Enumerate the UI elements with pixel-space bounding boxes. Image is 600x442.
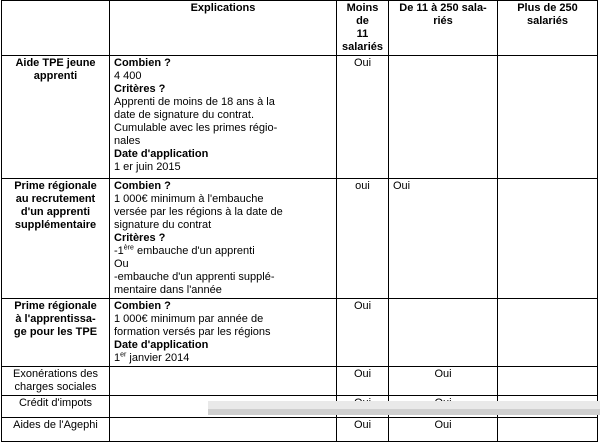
explication-line [114, 258, 332, 271]
line-text: janvier 2014 [126, 352, 190, 364]
aid-row [2, 179, 598, 299]
eligibility-value [498, 418, 598, 442]
header-explications: Explications [110, 1, 337, 56]
line-text: 1 000€ minimum par année de [114, 313, 264, 325]
line-text: 4 400 [114, 70, 142, 82]
header-large-companies [498, 1, 598, 56]
aid-row [2, 299, 598, 367]
header-large-line-1: Plus de 250 [517, 2, 578, 14]
explication-cell-empty [110, 367, 337, 396]
explication-line [114, 326, 332, 339]
bottom-fade-band-dark [208, 409, 600, 415]
line-text: date de signature du contrat. [114, 109, 255, 121]
explication-line [114, 161, 332, 174]
eligibility-value [498, 56, 598, 179]
eligibility-value [389, 299, 498, 367]
aid-name-line: Prime régionale [14, 300, 97, 312]
line-text: nales [114, 135, 141, 147]
aid-name-line: supplémentaire [14, 219, 97, 231]
line-text: Cumulable avec les primes régio- [114, 122, 278, 134]
aid-comparison-table [1, 0, 598, 442]
line-text: -embauche d'un apprenti supplé- [114, 271, 275, 283]
aid-name-line: Aides de l'Agephi [13, 419, 98, 431]
line-text: versée par les régions à la date de [114, 206, 283, 218]
explication-line [114, 122, 332, 135]
explication-heading [114, 57, 332, 70]
line-text: Critères ? [114, 232, 166, 244]
aid-name-line: Aide TPE jeune [15, 57, 96, 69]
line-prefix: 1 [114, 352, 121, 364]
eligibility-value [498, 299, 598, 367]
explication-heading [114, 83, 332, 96]
eligibility-value [389, 56, 498, 179]
aid-name-line: apprenti [33, 70, 78, 82]
aid-name [2, 299, 110, 367]
line-text: Combien ? [114, 300, 171, 312]
explication-line [114, 219, 332, 232]
line-text: signature du contrat [114, 219, 212, 231]
aid-name [2, 367, 110, 396]
explication-line [114, 70, 332, 83]
explication-heading [114, 232, 332, 245]
header-small-companies [337, 1, 389, 56]
aid-name-line: Prime régionale [14, 180, 97, 192]
explication-heading [114, 180, 332, 193]
explication-line [114, 96, 332, 109]
aid-name-line: Exonérations des [13, 368, 98, 380]
line-text: Combien ? [114, 180, 171, 192]
line-text: embauche d'un apprenti [133, 245, 255, 257]
eligibility-value: Oui [337, 299, 389, 367]
explication-line [114, 206, 332, 219]
explication-heading [114, 300, 332, 313]
explication-line [114, 271, 332, 284]
explication-cell-empty [110, 418, 337, 442]
line-text: Date d'application [114, 339, 209, 351]
aid-row [2, 56, 598, 179]
explication-line [114, 313, 332, 326]
aid-name [2, 56, 110, 179]
header-small-line-1: Moins de [346, 2, 379, 27]
aid-name-line: au recrutement [15, 193, 96, 205]
header-medium-line-1: De 11 à 250 sala- [399, 2, 487, 14]
line-superscript: er [120, 351, 127, 359]
aid-name-line: Crédit d'impots [18, 397, 92, 409]
line-text: formation versés par les régions [114, 326, 271, 338]
simple-aid-row [2, 418, 598, 442]
eligibility-value: Oui [337, 418, 389, 442]
aid-name-line: à l'apprentissa- [15, 313, 96, 325]
line-text: Date d'application [114, 148, 209, 160]
header-small-line-2: 11 salariés [342, 28, 383, 53]
line-superscript: ère [123, 244, 134, 252]
explication-heading [114, 339, 332, 352]
header-medium-companies [389, 1, 498, 56]
aid-name [2, 418, 110, 442]
eligibility-value [498, 179, 598, 299]
explication-cell [110, 56, 337, 179]
explication-line [114, 352, 332, 365]
explication-line [114, 193, 332, 206]
line-prefix: -1 [114, 245, 124, 257]
line-text: Combien ? [114, 57, 171, 69]
eligibility-value: oui [337, 179, 389, 299]
explication-line [114, 135, 332, 148]
explication-cell [110, 179, 337, 299]
simple-aid-row [2, 367, 598, 396]
line-text: Apprenti de moins de 18 ans à la [114, 96, 275, 108]
line-text: mentaire dans l'année [114, 284, 222, 296]
eligibility-value: Oui [337, 367, 389, 396]
header-large-line-2: salariés [527, 15, 568, 27]
explication-line [114, 109, 332, 122]
line-text: Ou [114, 258, 129, 270]
eligibility-value: Oui [389, 179, 498, 299]
explication-line [114, 284, 332, 297]
header-row [2, 1, 598, 56]
header-medium-line-2: riés [433, 15, 453, 27]
eligibility-value: Oui [337, 56, 389, 179]
explication-cell [110, 299, 337, 367]
line-text: 1 er juin 2015 [114, 161, 181, 173]
aid-name-line: charges sociales [14, 381, 97, 393]
line-text: Critères ? [114, 83, 166, 95]
aid-name [2, 179, 110, 299]
aid-name [2, 396, 110, 418]
eligibility-value: Oui [389, 418, 498, 442]
header-aid [2, 1, 110, 56]
eligibility-value: Oui [389, 367, 498, 396]
explication-heading [114, 148, 332, 161]
explication-line [114, 245, 332, 258]
line-text: 1 000€ minimum à l'embauche [114, 193, 264, 205]
aid-name-line: ge pour les TPE [13, 326, 98, 338]
eligibility-value [498, 367, 598, 396]
aid-name-line: d'un apprenti [20, 206, 91, 218]
